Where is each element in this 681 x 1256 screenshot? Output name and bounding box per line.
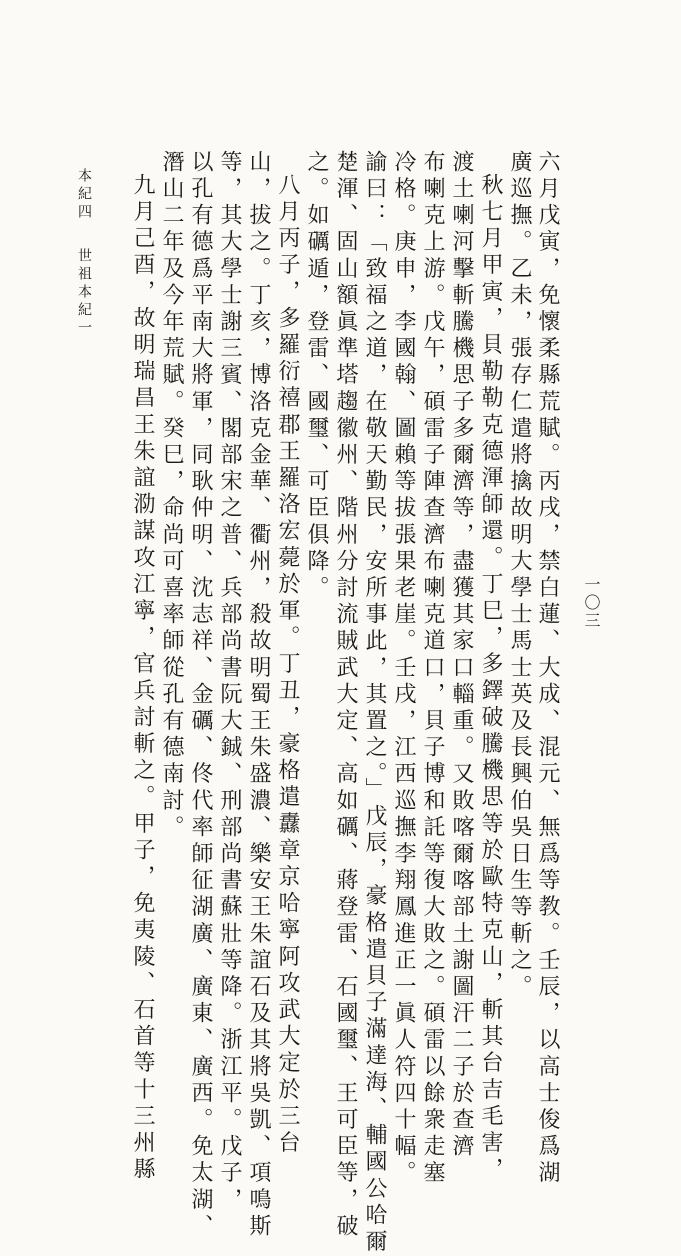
- page-number: 一〇三: [582, 576, 601, 630]
- running-head: [76, 168, 92, 338]
- text-column-10: 八月丙子，多羅衍禧郡王羅洛宏薨於軍。丁丑，豪格遣纛章京哈寧阿攻武大定於三台: [275, 173, 300, 1158]
- text-column-11: 山，拔之。丁亥，博洛克金華、衢州，殺故明蜀王朱盛濃、樂安王朱誼石及其將吳凱、項鳴斯: [246, 150, 271, 1241]
- text-column-1: 六月戊寅，免懷柔縣荒賦。丙戌，禁白蓮、大成、混元、無爲等教。壬辰，以高士俊爲湖: [535, 150, 560, 1188]
- running-head-chapter: 本紀四: [76, 168, 92, 222]
- text-column-9: 之。如礪遁，登雷、國璽、可臣俱降。: [304, 150, 329, 603]
- text-column-8: 楚渾、固山額眞準塔趨徽州、階州分討流賊武大定、高如礪、蔣登雷、石國璽、王可臣等，破: [333, 150, 358, 1241]
- text-column-13: 以孔有德爲平南大將軍，同耿仲明、沈志祥、金礪、佟代率師征湖廣、廣東、廣西。免太湖、: [188, 150, 213, 1241]
- text-column-4: 渡土喇河擊斬騰機思子多爾濟等，盡獲其家口輜重。又敗喀爾喀部土謝圖汗二子於查濟: [449, 150, 474, 1161]
- text-column-7: 諭曰：「致福之道，在敬天勤民，安所事此，其置之。」戊辰，豪格遣貝子滿達海、輔國公哈爾: [362, 150, 387, 1256]
- text-column-15: 九月己酉，故明瑞昌王朱誼泐謀攻江寧，官兵討斬之。甲子，免夷陵、石首等十三州縣: [130, 173, 155, 1184]
- text-column-2: 廣巡撫。乙未，張存仁遣將擒故明大學士馬士英及長興伯吳日生等斬之。: [507, 150, 532, 1002]
- text-column-3: 秋七月甲寅，貝勒勒克德渾師還。丁巳，多鐸破騰機思等於歐特克山，斬其台吉毛害，: [478, 173, 503, 1184]
- text-column-14: 潛山二年及今年荒賦。癸巳，命尚可喜率師從孔有德南討。: [159, 150, 184, 842]
- text-column-12: 等，其大學士謝三賓、閣部宋之普、兵部尚書阮大鋮、刑部尚書蘇壯等降。浙江平。戊子，: [217, 150, 242, 1214]
- text-column-5: 布喇克上游。戊午，碩雷子陣查濟布喇克道口，貝子博和託等復大敗之。碩雷以餘衆走塞: [420, 150, 445, 1188]
- running-head-title: 世祖本紀一: [76, 248, 92, 338]
- text-column-6: 冷格。庚申，李國翰、圖賴等拔張果老崖。壬戌，江西巡撫李翔鳳進正一眞人符四十幅。: [391, 150, 416, 1188]
